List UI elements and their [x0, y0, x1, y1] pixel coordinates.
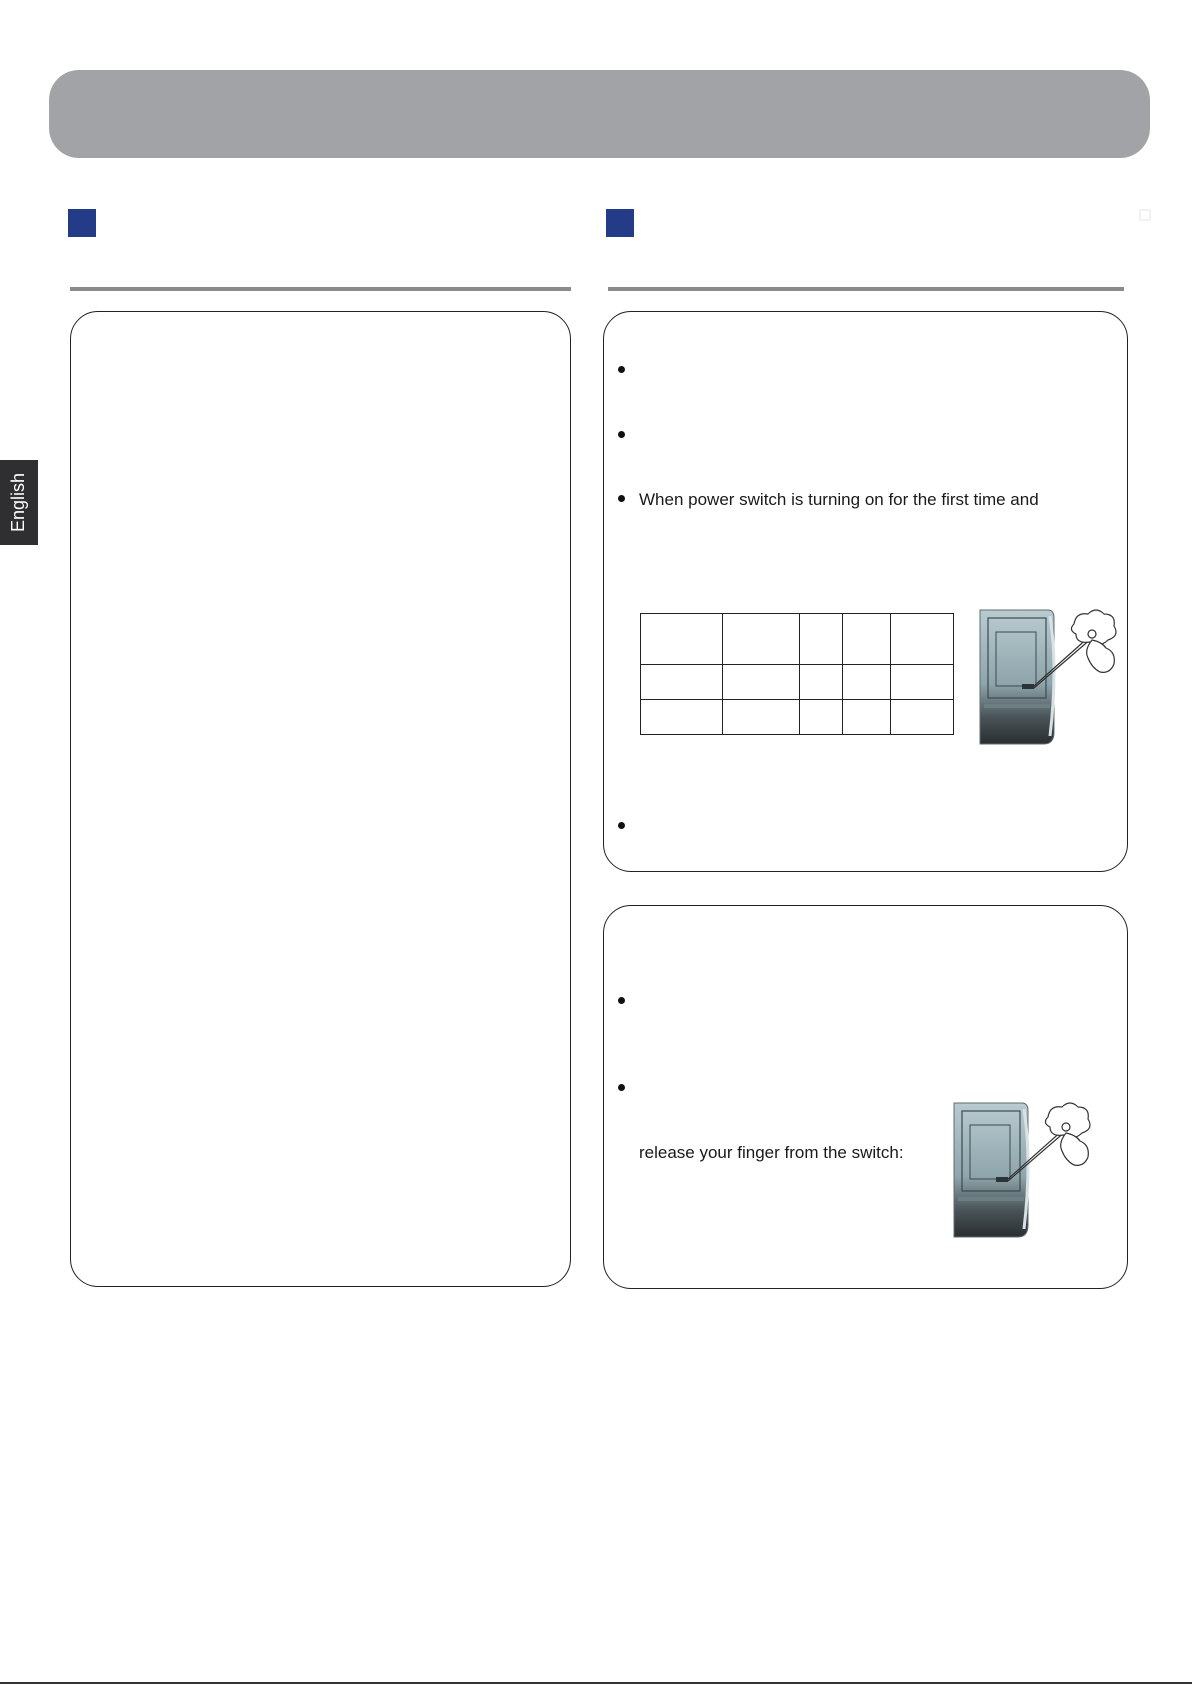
table-cell — [800, 665, 843, 700]
table-cell — [641, 614, 723, 665]
table-cell — [723, 665, 800, 700]
bullet-point — [618, 822, 625, 829]
table-cell — [891, 700, 954, 735]
left-content-panel — [70, 311, 571, 1287]
table-cell — [723, 614, 800, 665]
power-switch-instruction: When power switch is turning on for the first time and — [639, 490, 1039, 509]
table-cell — [843, 665, 891, 700]
spec-table — [640, 613, 954, 735]
left-section-marker — [68, 209, 96, 237]
header-banner — [49, 70, 1150, 158]
page-bottom-rule — [0, 1682, 1192, 1684]
right-section-rule — [608, 287, 1124, 291]
table-cell — [800, 614, 843, 665]
release-switch-instruction: release your finger from the switch: — [639, 1143, 904, 1162]
language-tab[interactable] — [0, 460, 38, 545]
bullet-point — [618, 431, 625, 438]
bullet-point — [618, 1084, 625, 1091]
table-cell — [891, 614, 954, 665]
bullet-point — [618, 997, 625, 1004]
left-section-rule — [70, 287, 571, 291]
table-cell — [891, 665, 954, 700]
table-cell — [843, 700, 891, 735]
table-cell — [843, 614, 891, 665]
right-section-marker — [606, 209, 634, 237]
device-switch-illustration — [978, 608, 1128, 748]
table-cell — [723, 700, 800, 735]
table-cell — [641, 665, 723, 700]
right-top-panel — [603, 311, 1128, 872]
bullet-point — [618, 366, 625, 373]
bullet-point — [618, 495, 625, 502]
language-tab-label: English — [8, 472, 29, 533]
corner-mark-icon — [1138, 208, 1152, 222]
device-switch-illustration — [952, 1101, 1102, 1241]
table-cell — [641, 700, 723, 735]
table-cell — [800, 700, 843, 735]
